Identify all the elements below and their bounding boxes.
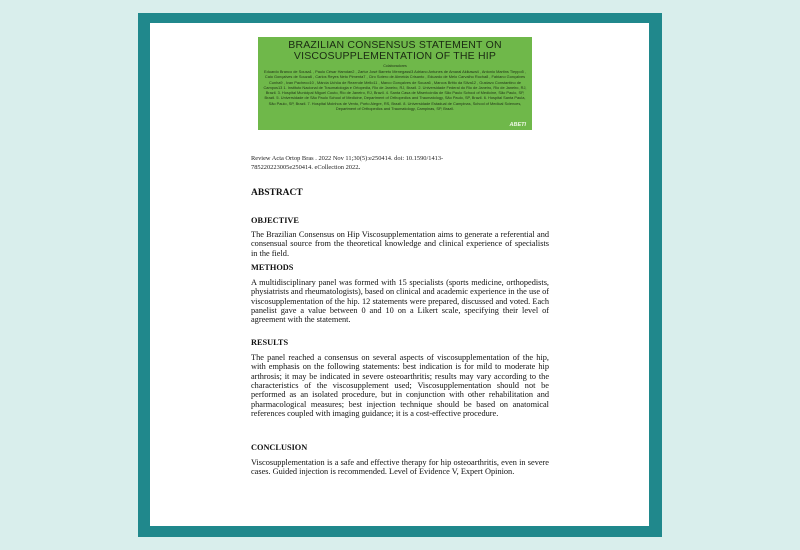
document-title	[258, 40, 532, 62]
citation-text: Review Acta Ortop Bras . 2022 Nov 11;30(5):e250414. doi: 10.1590/1413-785220223005e250414. eCollection 2022	[251, 155, 444, 171]
citation	[251, 154, 481, 172]
title-banner	[258, 37, 532, 130]
citation-terminal-dot: .	[358, 164, 360, 171]
journal-logo: ABETI	[509, 122, 526, 128]
title-line-1: BRAZILIAN CONSENSUS STATEMENT ON	[288, 39, 502, 51]
author-list: Eduardo Branco de Sousa1 , Paulo César Hamdan2 , Zartur José Barreto Menegassi3 Adriano Antunes de Amaral Akikawa4 , Antonio Martins Tieppo5 , Caio Gonçalves de Souza6 , Carlos Reyes Neto Pimenta7 , Ciro Sotero de Almeida Crisanto , Eduardo de Melo Carvalho Rocha8 , Fabiano Gonçalves Cunha9 , Ivan Pacheco10 , Márcia Uchôa de Rezende Mello11 , Marco Gonçalves de Souza6 , Marcos Britto da Silva12 , Gustavo Constantino de Campos13 1. Instituto Nacional de Traumatologia e Ortopedia, Rio de Janeiro, RJ, Brazil. 2. Universidade Federal do Rio de Janeiro, Rio de Janeiro, RJ, Brazil. 3. Hospital Municipal Miguel Couto, Rio de Janeiro, RJ, Brazil. 4. Santa Casa de Misericórdia de São Paulo School of Medicine, São Paulo, SP, Brazil. 5. Universidade de São Paulo School of Medicine, Department of Orthopedics and Traumatology, São Paulo, SP, Brazil. 6. Hospital Santa Paula, São Paulo, SP, Brazil. 7. Hospital Moinhos de Vento, Porto Alegre, RS, Brazil. 8. Universidade Estadual de Campinas, School of Medical Sciences, Department of Orthopedics and Traumatology, Campinas, SP, Brazil.	[263, 69, 527, 112]
methods-heading: METHODS	[251, 263, 294, 272]
methods-text: A multidisciplinary panel was formed with 15 specialists (sports medicine, orthopedists, physiatrists and rheumatologists), based on clinical and academic experience in the use of viscosupplementation of the hip. 12 statements were prepared, discussed and voted. Each panelist gave a value between 0 and 10 on a Likert scale, specifying their level of agreement with the statement.	[251, 278, 549, 325]
conclusion-text: Viscosupplementation is a safe and effective therapy for hip osteoarthritis, even in severe cases. Guided injection is recommended. Level of Evidence V, Expert Opinion.	[251, 458, 549, 477]
abstract-heading: ABSTRACT	[251, 188, 303, 198]
objective-text: The Brazilian Consensus on Hip Viscosupplementation aims to generate a referential and consensual source from the theoretical knowledge and clinical experience of specialists in the field.	[251, 230, 549, 258]
title-line-2: VISCOSUPPLEMENTATION OF THE HIP	[293, 50, 497, 62]
objective-heading: OBJECTIVE	[251, 216, 299, 225]
conclusion-heading: CONCLUSION	[251, 443, 308, 452]
results-text: The panel reached a consensus on several aspects of viscosupplementation of the hip, with emphasis on the following statements: best indication is for mild to moderate hip arthrosis; it may be indicated in severe osteoarthritis; results may vary according to the characteristics of the viscosupplement used; Viscosupplementation should not be performed as an isolated procedure, but in conjunction with other rehabilitation and pharmacological measures; best injection technique should be based on anatomical references coupled with imaging guidance; it is a cost-effective procedure.	[251, 353, 549, 419]
banner-subtitle: Colaboradores	[383, 64, 407, 68]
results-heading: RESULTS	[251, 338, 289, 347]
